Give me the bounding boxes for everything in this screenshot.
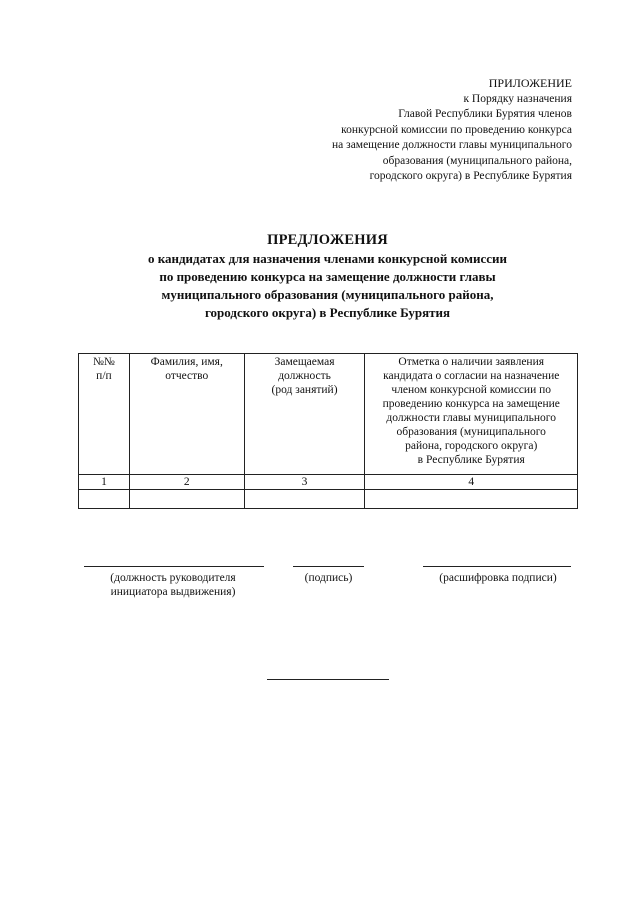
appendix-line: Главой Республики Бурятия членов [398,108,572,120]
document-heading [60,230,595,322]
document-subtitle-line: муниципального образования (муниципального района, [161,287,494,302]
column-number-cell: 4 [365,475,578,490]
table-row [79,490,578,509]
header-text: п/п [96,370,112,382]
appendix-line: городского округа) в Республике Бурятия [369,170,572,182]
header-cell-name [129,354,244,475]
appendix-line: образования (муниципального района, [382,154,572,167]
decode-label: (расшифровка подписи) [439,572,557,584]
table-cell[interactable] [79,490,130,509]
table-number-row [79,475,578,490]
header-cell-consent [365,354,578,475]
document-title: ПРЕДЛОЖЕНИЯ [267,232,388,248]
sign-signature-line [293,566,364,567]
appendix-block [272,76,572,185]
column-number-cell: 2 [129,475,244,490]
header-text: отчество [165,370,209,382]
column-number-cell: 3 [244,475,365,490]
table-cell[interactable] [244,490,365,509]
header-text: (род занятий) [271,384,338,396]
header-text: кандидата о согласии на назначение [383,370,560,382]
end-rule [267,679,389,680]
header-text: Фамилия, имя, [150,356,223,368]
header-text: проведению конкурса на замещение [382,398,560,410]
header-text: Отметка о наличии заявления [398,356,545,368]
table-header-row [79,354,578,475]
header-text: образования (муниципального [396,426,546,438]
document-subtitle-line: о кандидатах для назначения членами конкурсной комиссии [147,251,508,266]
position-label [92,571,254,599]
table-cell[interactable] [129,490,244,509]
header-text: района, городского округа) [405,440,538,452]
header-cell-number [79,354,130,475]
header-cell-position [244,354,365,475]
position-label-line: (должность руководителя [110,572,236,584]
appendix-line: к Порядку назначения [463,92,572,105]
header-text: в Республике Бурятия [417,454,525,466]
sign-label: (подпись) [304,572,353,584]
decode-signature-line [423,566,571,567]
header-text: должность [278,370,331,382]
document-subtitle-line: по проведению конкурса на замещение должности главы [159,269,496,284]
header-text: Замещаемая [274,356,335,368]
position-signature-line [84,566,264,567]
appendix-line: конкурсной комиссии по проведению конкурса [341,123,572,136]
header-text: членом конкурсной комиссии по [391,384,552,396]
header-text: должности главы муниципального [386,412,556,424]
appendix-line: на замещение должности главы муниципального [332,139,572,151]
document-subtitle-line: городского округа) в Республике Бурятия [204,305,451,320]
column-number-cell: 1 [79,475,130,490]
candidates-table [78,353,578,509]
position-label-line: инициатора выдвижения) [110,586,236,598]
appendix-title: ПРИЛОЖЕНИЕ [488,76,572,90]
header-text: №№ [92,356,115,368]
table-cell[interactable] [365,490,578,509]
